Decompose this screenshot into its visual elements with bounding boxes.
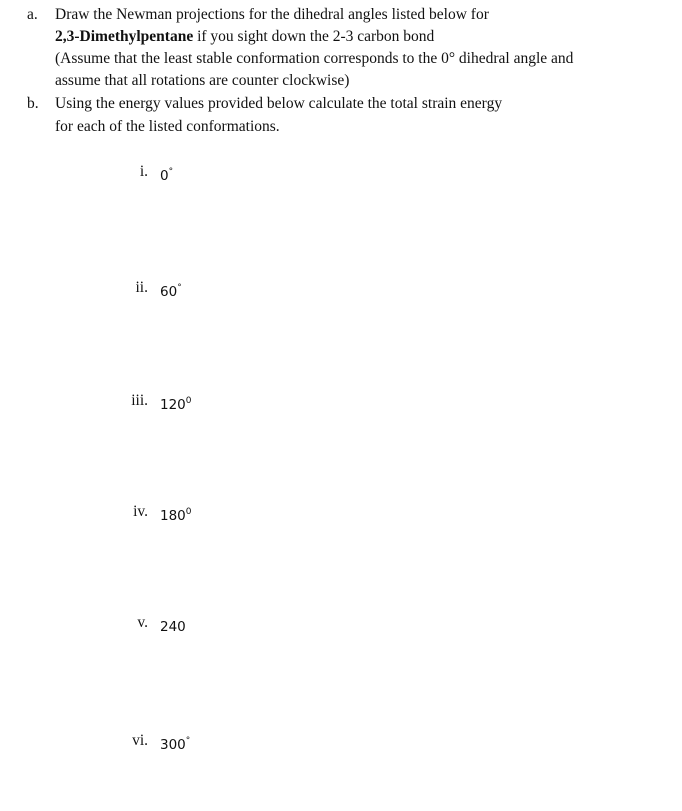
item-numeral: ii. bbox=[135, 279, 148, 296]
angle-value: 240 bbox=[160, 619, 186, 635]
question-a-line-4: assume that all rotations are counter clockwise) bbox=[55, 72, 350, 89]
question-a-marker: a. bbox=[27, 6, 38, 23]
angle-value: 180 bbox=[160, 508, 186, 524]
question-b-line-2: for each of the listed conformations. bbox=[55, 118, 280, 135]
angle-value: 60 bbox=[160, 284, 178, 300]
item-numeral: iv. bbox=[133, 503, 148, 520]
question-b-line-1: Using the energy values provided below calculate the total strain energy bbox=[55, 95, 503, 112]
question-a-line-3: (Assume that the least stable conformation corresponds to the 0° dihedral angle and bbox=[55, 50, 574, 67]
item-angle bbox=[160, 502, 192, 526]
compound-name: 2,3-Dimethylpentane bbox=[55, 28, 194, 45]
item-angle bbox=[160, 731, 190, 755]
question-a-line-1: Draw the Newman projections for the dihedral angles listed below for bbox=[55, 6, 489, 23]
degree-mark: ° bbox=[185, 736, 191, 746]
item-angle bbox=[160, 613, 186, 637]
item-numeral: i. bbox=[139, 163, 148, 180]
angle-value: 300 bbox=[160, 737, 186, 753]
degree-mark: ° bbox=[177, 283, 182, 293]
item-numeral: vi. bbox=[132, 732, 148, 749]
item-numeral: v. bbox=[137, 614, 148, 631]
item-numeral: iii. bbox=[131, 392, 148, 409]
item-angle bbox=[160, 391, 192, 415]
degree-mark: 0 bbox=[185, 507, 192, 517]
question-a-line-2 bbox=[55, 27, 434, 47]
angle-value: 120 bbox=[160, 397, 186, 413]
item-angle bbox=[160, 162, 173, 186]
degree-mark: ° bbox=[168, 167, 174, 177]
question-a-line-2-rest: if you sight down the 2-3 carbon bond bbox=[193, 28, 435, 45]
degree-mark: 0 bbox=[185, 396, 192, 406]
item-angle bbox=[160, 278, 182, 302]
angle-value: 0 bbox=[160, 168, 169, 184]
question-b-marker: b. bbox=[27, 95, 39, 112]
